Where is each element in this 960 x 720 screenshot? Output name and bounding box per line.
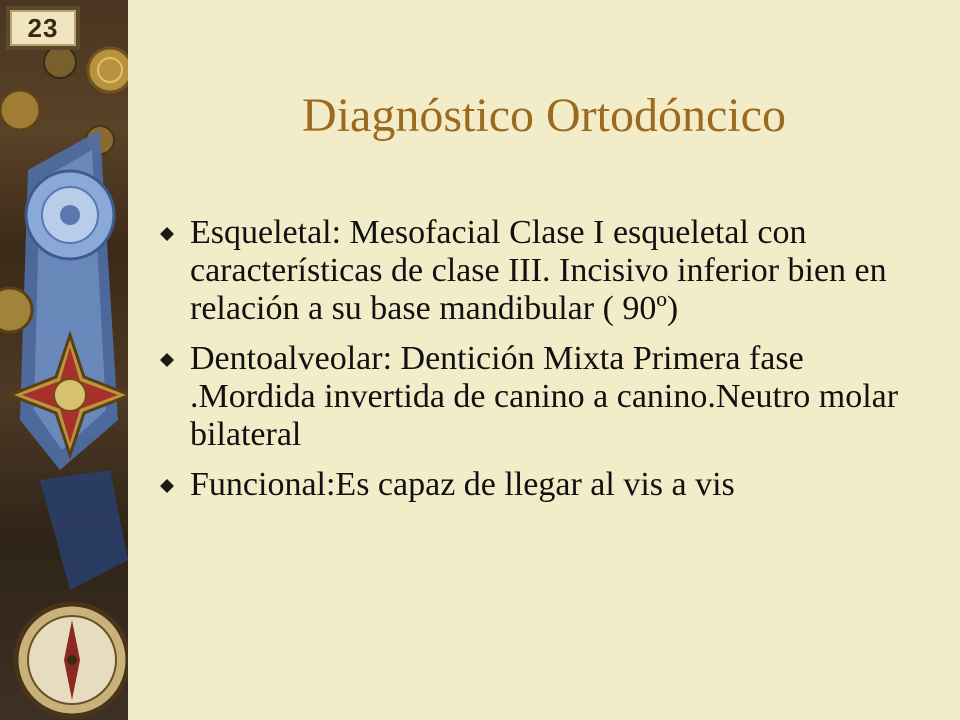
bullet-item [160, 340, 920, 454]
slide-number-badge [6, 6, 80, 50]
diamond-bullet-icon [160, 353, 174, 367]
decorative-side-panel [0, 0, 128, 720]
bullet-list [160, 214, 920, 516]
slide-title: Diagnóstico Ortodóncico [302, 89, 786, 142]
bullet-item [160, 214, 920, 328]
medals-decoration-image [0, 0, 128, 720]
diamond-bullet-icon [160, 479, 174, 493]
bullet-text: Dentoalveolar: Dentición Mixta Primera fase .Mordida invertida de canino a canino.Neutro molar bilateral [190, 340, 899, 453]
bullet-text: Funcional:Es capaz de llegar al vis a vis [190, 466, 735, 503]
diamond-bullet-icon [160, 227, 174, 241]
bullet-item [160, 466, 920, 504]
slide-number: 23 [27, 12, 59, 43]
bullet-text: Esqueletal: Mesofacial Clase I esqueletal con características de clase III. Incisivo inferior bien en relación a su base mandibular ( 90º) [190, 214, 887, 327]
